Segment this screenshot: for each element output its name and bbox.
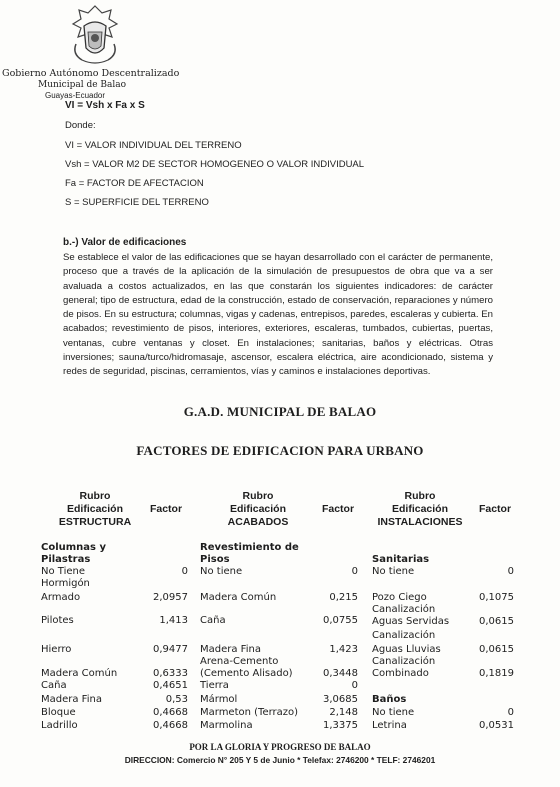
row-label: No tiene — [200, 566, 243, 577]
footer-motto: POR LA GLORIA Y PROGRESO DE BALAO — [189, 742, 371, 752]
row-value: 0,0615 — [479, 644, 514, 655]
row-value: 0 — [181, 566, 188, 577]
municipal-crest-logo — [64, 4, 126, 66]
formula-definition: S = SUPERFICIE DEL TERRENO — [65, 197, 209, 208]
row-label: Pozo Ciego — [372, 592, 427, 603]
row-label: Madera Común — [41, 668, 118, 679]
row-label: Hormigón — [41, 578, 90, 589]
category-label: Columnas y Pilastras — [41, 542, 106, 565]
row-label: Bloque — [41, 707, 76, 718]
row-label: Marmeton (Terrazo) — [200, 707, 299, 718]
org-name-line3: Guayas-Ecuador — [45, 91, 106, 100]
row-label: Canalización — [372, 604, 436, 615]
row-value: 0,9477 — [153, 644, 188, 655]
org-name-line1: Gobierno Autónomo Descentralizado — [2, 68, 180, 79]
row-value: 2,148 — [329, 707, 358, 718]
header-estructura: Rubro Edificación ESTRUCTURA — [58, 490, 132, 528]
formula-definition: VI = VALOR INDIVIDUAL DEL TERRENO — [65, 140, 242, 151]
row-label: Armado — [41, 592, 81, 603]
row-label: Canalización — [372, 656, 436, 667]
row-label: Marmolina — [200, 720, 253, 731]
row-value: 0 — [507, 707, 514, 718]
row-label: Canalización — [372, 630, 436, 641]
section-paragraph: Se establece el valor de las edificaciones que se hayan desarrollado con el carácter de permanente, proceso que a través de la aplicación de la simulación de presupuestos de obra que va a ser avaluada a costos actualizados, en las que constarán los siguientes indicadores: de carácter general; tipo de estructura, edad de la construcción, estado de conservación, reparaciones y número de pisos. En su estructura; columnas, vigas y cadenas, entrepisos, paredes, escaleras y cubierta. En acabados; revestimiento de pisos, interiores, exteriores, escaleras, tumbados, cubiertas, puertas, ventanas, cubre ventanas y closet. En instalaciones; sanitarias, baños y eléctricas. Otras inversiones; sauna/turco/hidromasaje, ascensor, escalera eléctrica, aire acondicionado, sistema y redes de seguridad, piscinas, cerramientos, vías y caminos e instalaciones deportivas. — [63, 252, 493, 378]
row-value: 0 — [351, 566, 358, 577]
row-value: 2,0957 — [153, 592, 188, 603]
municipality-title: G.A.D. MUNICIPAL DE BALAO — [183, 404, 377, 419]
row-value: 0,3448 — [323, 668, 358, 679]
formula-expression: VI = Vsh x Fa x S — [65, 100, 145, 111]
row-label: Letrina — [372, 720, 407, 731]
row-label: Mármol — [200, 694, 238, 705]
row-label: Tierra — [200, 680, 229, 691]
row-value: 0,4651 — [153, 680, 188, 691]
header-acabados: Rubro Edificación ACABADOS — [227, 490, 289, 528]
footer-address: DIRECCION: Comercio N° 205 Y 5 de Junio * Telefax: 2746200 * TELF: 2746201 — [124, 755, 436, 765]
row-label: No tiene — [372, 707, 415, 718]
row-value: 0,215 — [329, 592, 358, 603]
table-title: FACTORES DE EDIFICACION PARA URBANO — [136, 443, 424, 458]
row-label: Caña — [200, 615, 226, 626]
row-label: Aguas Servidas — [372, 616, 450, 627]
formula-definition: Vsh = VALOR M2 DE SECTOR HOMOGENEO O VALOR INDIVIDUAL — [65, 159, 365, 170]
org-name-line2: Municipal de Balao — [38, 80, 127, 90]
row-value: 1,3375 — [323, 720, 358, 731]
formula-definition: Fa = FACTOR DE AFECTACION — [65, 178, 204, 189]
row-value: 0 — [507, 566, 514, 577]
row-label: Caña — [41, 680, 67, 691]
row-label: Hierro — [41, 644, 72, 655]
row-label: No tiene — [372, 566, 415, 577]
row-value: 0 — [351, 680, 358, 691]
header-factor: Factor — [321, 503, 355, 515]
category-label: Baños — [372, 694, 407, 705]
row-label: Madera Fina — [200, 644, 261, 655]
row-label: Arena-Cemento — [200, 656, 279, 667]
header-factor: Factor — [478, 503, 512, 515]
row-value: 0,0755 — [323, 615, 358, 626]
row-value: 0,6333 — [153, 668, 188, 679]
row-label: Combinado — [372, 668, 429, 679]
row-value: 0,4668 — [153, 707, 188, 718]
row-label: Madera Común — [200, 592, 277, 603]
row-label: Madera Fina — [41, 694, 102, 705]
row-value: 0,1819 — [479, 668, 514, 679]
category-label: Revestimiento de Pisos — [200, 542, 299, 565]
header-instalaciones: Rubro Edificación INSTALACIONES — [377, 490, 463, 528]
row-label: Aguas Lluvias — [372, 644, 441, 655]
row-label: No Tiene — [41, 566, 85, 577]
row-label: Pilotes — [41, 615, 74, 626]
row-value: 0,53 — [165, 694, 188, 705]
row-value: 0,1075 — [479, 592, 514, 603]
row-value: 0,0615 — [479, 616, 514, 627]
row-label: Ladrillo — [41, 720, 78, 731]
row-value: 3,0685 — [323, 694, 358, 705]
row-label: (Cemento Alisado) — [200, 668, 293, 679]
row-value: 0,0531 — [479, 720, 514, 731]
formula-where-label: Donde: — [65, 120, 96, 131]
header-factor: Factor — [149, 503, 183, 515]
row-value: 1,413 — [159, 615, 188, 626]
row-value: 0,4668 — [153, 720, 188, 731]
row-value: 1,423 — [329, 644, 358, 655]
section-heading: b.-) Valor de edificaciones — [63, 237, 187, 248]
category-label: Sanitarias — [372, 554, 430, 565]
